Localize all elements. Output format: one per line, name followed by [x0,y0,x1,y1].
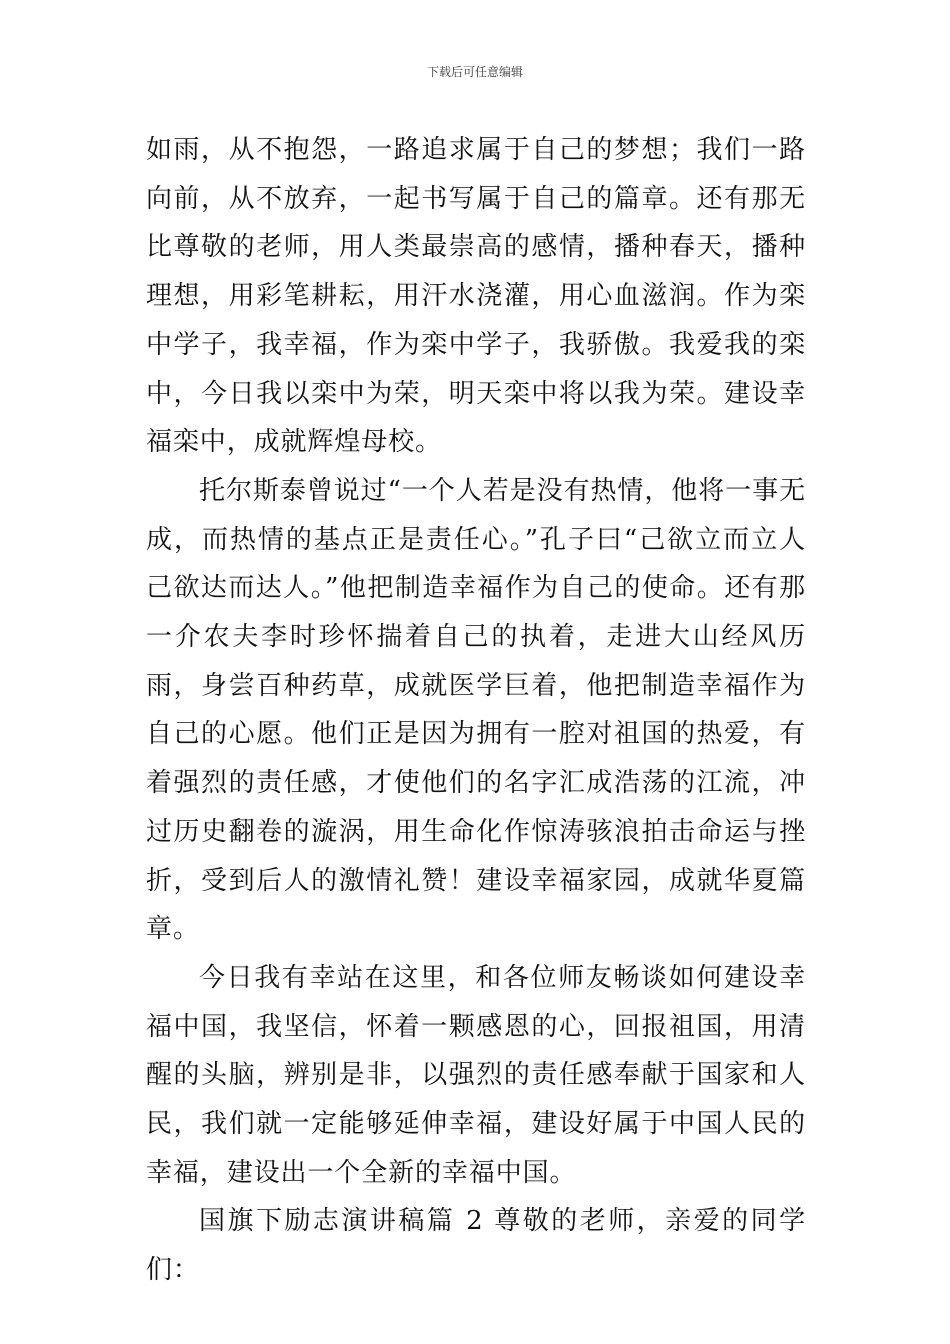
paragraph-happy-china: 今日我有幸站在这里，和各位师友畅谈如何建设幸福中国，我坚信，怀着一颗感恩的心，回报祖国，用清醒的头脑，辨别是非，以强烈的责任感奉献于国家和人民，我们就一定能够延伸幸福，建设好属于中国人民的幸福，建设出一个全新的幸福中国。 [146,962,806,1188]
document-body [146,126,806,1295]
paragraph-continuation: 如雨，从不抱怨，一路追求属于自己的梦想；我们一路向前，从不放弃，一起书写属于自己的篇章。还有那无比尊敬的老师，用人类最崇高的感情，播种春天，播种理想，用彩笔耕耘，用汗水浇灌，用心血滋润。作为栾中学子，我幸福，作为栾中学子，我骄傲。我爱我的栾中，今日我以栾中为荣，明天栾中将以我为荣。建设幸福栾中，成就辉煌母校。 [146,135,806,458]
page-header: 下载后可任意编辑 [426,65,523,79]
paragraph-tolstoy: 托尔斯泰曾说过“一个人若是没有热情，他将一事无成，而热情的基点正是责任心。”孔子曰“己欲立而立人己欲达而达人。”他把制造幸福作为自己的使命。还有那一介农夫李时珍怀揣着自己的执着，走进大山经风历雨，身尝百种药草，成就医学巨着，他把制造幸福作为自己的心愿。他们正是因为拥有一腔对祖国的热爱，有着强烈的责任感，才使他们的名字汇成浩荡的江流，冲过历史翻卷的漩涡，用生命化作惊涛骇浪拍击命运与挫折，受到后人的激情礼赞！建设幸福家园，成就华夏篇章。 [146,475,806,945]
paragraph-speech-2-heading: 国旗下励志演讲稿篇 2 尊敬的老师，亲爱的同学们： [146,1206,806,1286]
